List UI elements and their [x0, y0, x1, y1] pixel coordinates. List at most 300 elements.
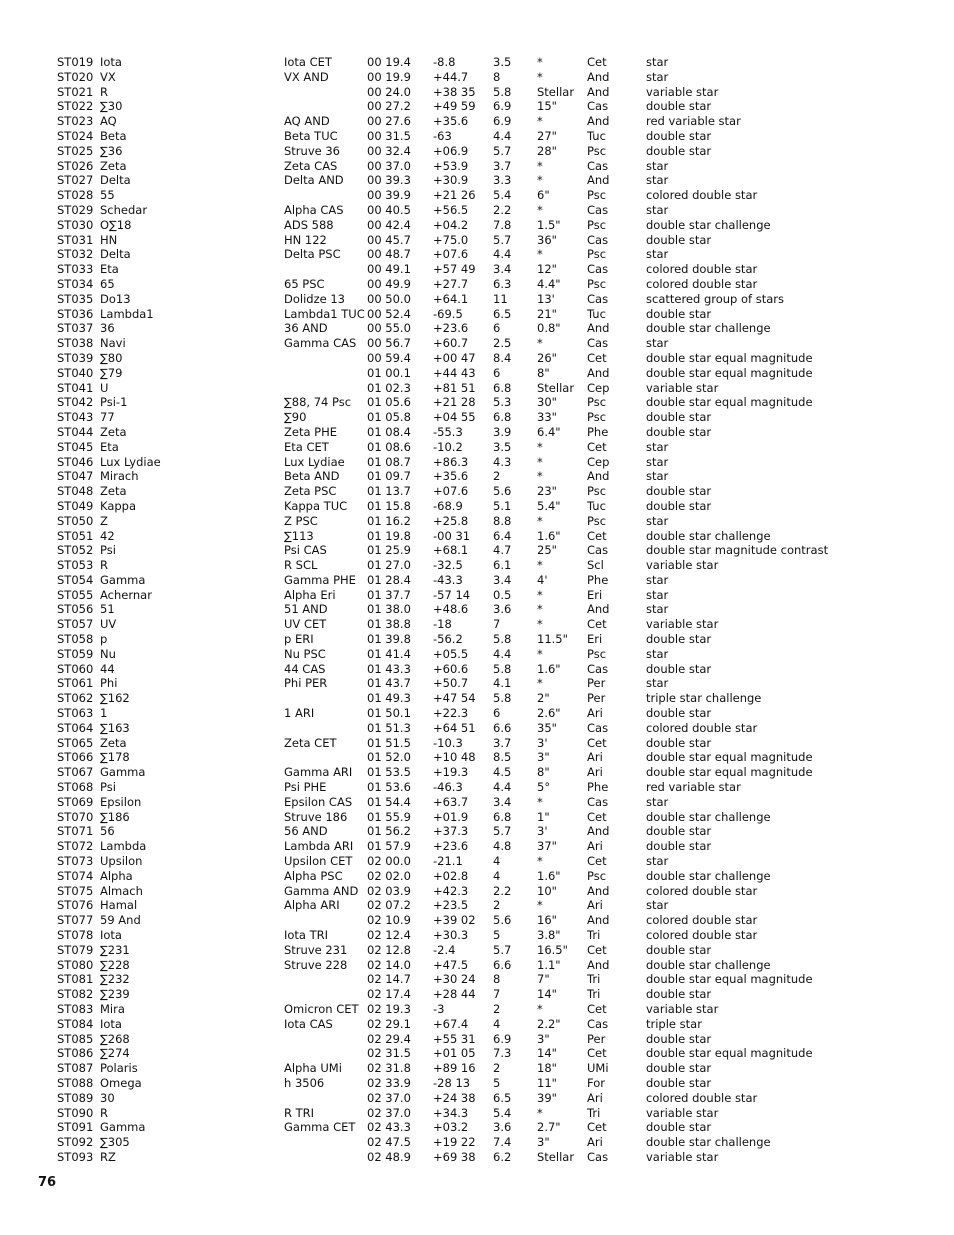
catalog-id-cell: ST020 [57, 69, 94, 84]
object-type-cell: star [646, 602, 669, 617]
catalog-id-cell: ST074 [57, 868, 94, 883]
separation-cell: 33" [537, 410, 557, 425]
magnitude-cell: 5.7 [493, 942, 512, 957]
object-type-cell: colored double star [646, 276, 758, 291]
catalog-id-cell: ST047 [57, 469, 94, 484]
magnitude-cell: 11 [493, 291, 508, 306]
declination-cell: -21.1 [433, 854, 463, 869]
catalog-id-cell: ST059 [57, 646, 94, 661]
right-ascension-cell: 01 13.7 [367, 484, 411, 499]
catalog-id-cell: ST062 [57, 691, 94, 706]
magnitude-cell: 8 [493, 972, 501, 987]
right-ascension-cell: 02 07.2 [367, 898, 411, 913]
object-type-cell: variable star [646, 84, 719, 99]
declination-cell: +63.7 [433, 794, 469, 809]
declination-cell: +42.3 [433, 883, 469, 898]
object-type-cell: double star [646, 987, 712, 1002]
declination-cell: +68.1 [433, 543, 469, 558]
common-name-cell: R [100, 558, 108, 573]
object-type-cell: star [646, 173, 669, 188]
magnitude-cell: 2 [493, 898, 501, 913]
right-ascension-cell: 02 31.5 [367, 1046, 411, 1061]
constellation-cell: Psc [587, 395, 607, 410]
separation-cell: 3" [537, 750, 550, 765]
right-ascension-cell: 00 27.6 [367, 114, 411, 129]
separation-cell: 16.5" [537, 942, 568, 957]
magnitude-cell: 6.9 [493, 99, 512, 114]
right-ascension-cell: 02 37.0 [367, 1090, 411, 1105]
designation-cell: Delta PSC [284, 247, 341, 262]
constellation-cell: For [587, 1075, 605, 1090]
object-type-cell: double star equal magnitude [646, 750, 813, 765]
magnitude-cell: 8 [493, 69, 501, 84]
separation-cell: * [537, 1105, 543, 1120]
constellation-cell: Cet [587, 809, 607, 824]
constellation-cell: Ari [587, 750, 603, 765]
right-ascension-cell: 01 09.7 [367, 469, 411, 484]
declination-cell: -56.2 [433, 632, 463, 647]
object-type-cell: colored double star [646, 262, 758, 277]
declination-cell: +67.4 [433, 1016, 469, 1031]
declination-cell: +02.8 [433, 868, 469, 883]
catalog-id-cell: ST083 [57, 1002, 94, 1016]
common-name-cell: Gamma [100, 765, 146, 780]
object-type-cell: double star equal magnitude [646, 395, 813, 410]
separation-cell: 8" [537, 365, 550, 380]
declination-cell: +28 44 [433, 987, 476, 1002]
catalog-id-cell: ST053 [57, 558, 94, 573]
catalog-id-cell: ST085 [57, 1031, 94, 1046]
object-type-cell: double star challenge [646, 217, 771, 232]
magnitude-cell: 4.3 [493, 454, 512, 469]
declination-cell: -46.3 [433, 780, 463, 795]
separation-cell: 6.4" [537, 424, 561, 439]
declination-cell: +89 16 [433, 1061, 476, 1076]
constellation-cell: Psc [587, 247, 607, 262]
catalog-id-cell: ST033 [57, 262, 94, 277]
magnitude-cell: 6.9 [493, 114, 512, 129]
object-type-cell: double star [646, 1061, 712, 1076]
object-type-cell: star [646, 854, 669, 869]
catalog-id-cell: ST078 [57, 928, 94, 943]
constellation-cell: Cet [587, 528, 607, 543]
constellation-cell: Cas [587, 1016, 609, 1031]
common-name-cell: ∑305 [100, 1135, 130, 1150]
magnitude-cell: 6.3 [493, 276, 512, 291]
common-name-cell: 77 [100, 410, 115, 425]
constellation-cell: And [587, 173, 610, 188]
separation-cell: * [537, 439, 543, 454]
separation-cell: * [537, 114, 543, 129]
separation-cell: 28" [537, 143, 557, 158]
object-type-cell: scattered group of stars [646, 291, 785, 306]
declination-cell: +39 02 [433, 913, 476, 928]
separation-cell: * [537, 247, 543, 262]
common-name-cell: Polaris [100, 1061, 138, 1076]
declination-cell: +06.9 [433, 143, 469, 158]
catalog-id-cell: ST051 [57, 528, 94, 543]
constellation-cell: Ari [587, 1135, 603, 1150]
constellation-cell: Cet [587, 1046, 607, 1061]
declination-cell: +04 55 [433, 410, 476, 425]
separation-cell: 2.2" [537, 1016, 561, 1031]
catalog-id-cell: ST077 [57, 913, 94, 928]
object-type-cell: star [646, 247, 669, 262]
separation-cell: 3" [537, 1135, 550, 1150]
separation-cell: * [537, 454, 543, 469]
object-type-cell: star [646, 336, 669, 351]
common-name-cell: Beta [100, 128, 127, 143]
object-type-cell: double star challenge [646, 957, 771, 972]
catalog-id-cell: ST034 [57, 276, 94, 291]
designation-cell: Gamma CAS [284, 336, 357, 351]
magnitude-cell: 4.4 [493, 128, 512, 143]
object-type-cell: double star equal magnitude [646, 350, 813, 365]
constellation-cell: Eri [587, 632, 603, 647]
separation-cell: 1.1" [537, 957, 561, 972]
constellation-cell: Per [587, 676, 606, 691]
object-type-cell: red variable star [646, 114, 741, 129]
constellation-cell: And [587, 957, 610, 972]
designation-cell: Iota CET [284, 55, 332, 69]
constellation-cell: And [587, 602, 610, 617]
declination-cell: +81 51 [433, 380, 476, 395]
separation-cell: * [537, 513, 543, 528]
constellation-cell: Tuc [587, 128, 606, 143]
separation-cell: 2.7" [537, 1120, 561, 1135]
designation-cell: Alpha UMi [284, 1061, 342, 1076]
right-ascension-cell: 00 42.4 [367, 217, 411, 232]
common-name-cell: R [100, 1105, 108, 1120]
right-ascension-cell: 01 27.0 [367, 558, 411, 573]
catalog-id-cell: ST081 [57, 972, 94, 987]
right-ascension-cell: 01 41.4 [367, 646, 411, 661]
magnitude-cell: 5.7 [493, 824, 512, 839]
separation-cell: 39" [537, 1090, 557, 1105]
object-type-cell: double star [646, 484, 712, 499]
right-ascension-cell: 02 43.3 [367, 1120, 411, 1135]
constellation-cell: Tri [587, 972, 601, 987]
declination-cell: +27.7 [433, 276, 469, 291]
object-type-cell: double star equal magnitude [646, 365, 813, 380]
object-type-cell: star [646, 898, 669, 913]
common-name-cell: 1 [100, 706, 108, 721]
object-type-cell: double star [646, 661, 712, 676]
designation-cell: Psi CAS [284, 543, 327, 558]
constellation-cell: Cas [587, 291, 609, 306]
designation-cell: Lux Lydiae [284, 454, 345, 469]
right-ascension-cell: 02 10.9 [367, 913, 411, 928]
constellation-cell: Cas [587, 1149, 609, 1164]
right-ascension-cell: 00 39.3 [367, 173, 411, 188]
right-ascension-cell: 01 53.5 [367, 765, 411, 780]
magnitude-cell: 5.6 [493, 913, 512, 928]
magnitude-cell: 0.5 [493, 587, 512, 602]
constellation-cell: And [587, 84, 610, 99]
catalog-id-cell: ST023 [57, 114, 94, 129]
right-ascension-cell: 01 08.4 [367, 424, 411, 439]
magnitude-cell: 6.1 [493, 558, 512, 573]
separation-cell: 25" [537, 543, 557, 558]
declination-cell: +24 38 [433, 1090, 476, 1105]
object-type-cell: colored double star [646, 720, 758, 735]
right-ascension-cell: 01 08.7 [367, 454, 411, 469]
right-ascension-cell: 02 14.7 [367, 972, 411, 987]
constellation-cell: Psc [587, 217, 607, 232]
common-name-cell: Lambda1 [100, 306, 154, 321]
common-name-cell: Zeta [100, 158, 127, 173]
designation-cell: ∑90 [284, 410, 307, 425]
common-name-cell: Psi [100, 543, 116, 558]
right-ascension-cell: 01 15.8 [367, 498, 411, 513]
constellation-cell: Cep [587, 454, 610, 469]
constellation-cell: Eri [587, 587, 603, 602]
common-name-cell: Lambda [100, 839, 147, 854]
designation-cell: Epsilon CAS [284, 794, 353, 809]
magnitude-cell: 5.7 [493, 232, 512, 247]
catalog-id-cell: ST042 [57, 395, 94, 410]
catalog-id-cell: ST049 [57, 498, 94, 513]
designation-cell: p ERI [284, 632, 314, 647]
constellation-cell: Cas [587, 661, 609, 676]
constellation-cell: Cet [587, 439, 607, 454]
magnitude-cell: 7 [493, 617, 501, 632]
constellation-cell: Scl [587, 558, 604, 573]
object-type-cell: colored double star [646, 913, 758, 928]
common-name-cell: UV [100, 617, 117, 632]
designation-cell: Zeta CET [284, 735, 337, 750]
magnitude-cell: 6.6 [493, 720, 512, 735]
object-type-cell: star [646, 202, 669, 217]
designation-cell: Struve 186 [284, 809, 348, 824]
magnitude-cell: 8.4 [493, 350, 512, 365]
catalog-id-cell: ST046 [57, 454, 94, 469]
catalog-id-cell: ST035 [57, 291, 94, 306]
separation-cell: 1.6" [537, 661, 561, 676]
magnitude-cell: 4.4 [493, 247, 512, 262]
common-name-cell: Schedar [100, 202, 148, 217]
magnitude-cell: 7.4 [493, 1135, 512, 1150]
magnitude-cell: 2.2 [493, 883, 512, 898]
right-ascension-cell: 01 50.1 [367, 706, 411, 721]
separation-cell: 27" [537, 128, 557, 143]
object-type-cell: double star challenge [646, 528, 771, 543]
right-ascension-cell: 01 05.6 [367, 395, 411, 410]
designation-cell: Struve 36 [284, 143, 340, 158]
magnitude-cell: 4.4 [493, 646, 512, 661]
object-type-cell: star [646, 587, 669, 602]
catalog-id-cell: ST029 [57, 202, 94, 217]
designation-cell: Dolidze 13 [284, 291, 345, 306]
right-ascension-cell: 02 02.0 [367, 868, 411, 883]
separation-cell: 3" [537, 1031, 550, 1046]
separation-cell: 13' [537, 291, 555, 306]
constellation-cell: Cas [587, 202, 609, 217]
right-ascension-cell: 00 32.4 [367, 143, 411, 158]
constellation-cell: Cet [587, 617, 607, 632]
common-name-cell: Zeta [100, 735, 127, 750]
designation-cell: Struve 228 [284, 957, 348, 972]
object-type-cell: triple star [646, 1016, 702, 1031]
right-ascension-cell: 00 59.4 [367, 350, 411, 365]
catalog-id-cell: ST060 [57, 661, 94, 676]
constellation-cell: Psc [587, 276, 607, 291]
magnitude-cell: 2 [493, 1061, 501, 1076]
separation-cell: * [537, 173, 543, 188]
object-type-cell: double star [646, 632, 712, 647]
catalog-id-cell: ST043 [57, 410, 94, 425]
common-name-cell: Lux Lydiae [100, 454, 161, 469]
constellation-cell: Cas [587, 336, 609, 351]
constellation-cell: Cas [587, 543, 609, 558]
common-name-cell: Gamma [100, 1120, 146, 1135]
magnitude-cell: 7 [493, 987, 501, 1002]
designation-cell: Beta AND [284, 469, 340, 484]
separation-cell: * [537, 587, 543, 602]
magnitude-cell: 4.5 [493, 765, 512, 780]
right-ascension-cell: 00 45.7 [367, 232, 411, 247]
common-name-cell: Iota [100, 928, 122, 943]
constellation-cell: And [587, 321, 610, 336]
declination-cell: +37.3 [433, 824, 469, 839]
constellation-cell: Tri [587, 987, 601, 1002]
common-name-cell: Hamal [100, 898, 138, 913]
common-name-cell: VX [100, 69, 116, 84]
common-name-cell: Epsilon [100, 794, 142, 809]
right-ascension-cell: 01 38.8 [367, 617, 411, 632]
common-name-cell: Mira [100, 1002, 125, 1016]
constellation-cell: Ari [587, 898, 603, 913]
catalog-id-cell: ST050 [57, 513, 94, 528]
declination-cell: +23.5 [433, 898, 469, 913]
designation-cell: Z PSC [284, 513, 318, 528]
magnitude-cell: 6.6 [493, 957, 512, 972]
magnitude-cell: 3.4 [493, 572, 512, 587]
right-ascension-cell: 01 55.9 [367, 809, 411, 824]
declination-cell: +44.7 [433, 69, 469, 84]
declination-cell: +49 59 [433, 99, 476, 114]
declination-cell: +03.2 [433, 1120, 469, 1135]
object-type-cell: variable star [646, 1105, 719, 1120]
common-name-cell: Zeta [100, 484, 127, 499]
catalog-id-cell: ST052 [57, 543, 94, 558]
catalog-id-cell: ST080 [57, 957, 94, 972]
catalog-id-cell: ST055 [57, 587, 94, 602]
right-ascension-cell: 02 48.9 [367, 1149, 411, 1164]
common-name-cell: HN [100, 232, 118, 247]
designation-cell: UV CET [284, 617, 327, 632]
right-ascension-cell: 01 00.1 [367, 365, 411, 380]
designation-cell: VX AND [284, 69, 329, 84]
declination-cell: +21 28 [433, 395, 476, 410]
object-type-cell: double star [646, 1075, 712, 1090]
declination-cell: +07.6 [433, 247, 469, 262]
magnitude-cell: 4.4 [493, 780, 512, 795]
separation-cell: 26" [537, 350, 557, 365]
catalog-id-cell: ST073 [57, 854, 94, 869]
object-type-cell: double star [646, 498, 712, 513]
catalog-id-cell: ST058 [57, 632, 94, 647]
magnitude-cell: 4.1 [493, 676, 512, 691]
magnitude-cell: 3.5 [493, 55, 512, 69]
declination-cell: +05.5 [433, 646, 469, 661]
declination-cell: -28 13 [433, 1075, 471, 1090]
catalog-id-cell: ST040 [57, 365, 94, 380]
right-ascension-cell: 01 56.2 [367, 824, 411, 839]
designation-cell: Delta AND [284, 173, 344, 188]
common-name-cell: Eta [100, 262, 119, 277]
separation-cell: 35" [537, 720, 557, 735]
magnitude-cell: 5.8 [493, 661, 512, 676]
separation-cell: Stellar [537, 380, 575, 395]
constellation-cell: Psc [587, 868, 607, 883]
right-ascension-cell: 00 27.2 [367, 99, 411, 114]
magnitude-cell: 8.5 [493, 750, 512, 765]
object-type-cell: double star [646, 824, 712, 839]
magnitude-cell: 5.1 [493, 498, 512, 513]
right-ascension-cell: 02 12.8 [367, 942, 411, 957]
magnitude-cell: 5.3 [493, 395, 512, 410]
designation-cell: Lambda ARI [284, 839, 354, 854]
separation-cell: * [537, 158, 543, 173]
magnitude-cell: 2.5 [493, 336, 512, 351]
designation-cell: Omicron CET [284, 1002, 359, 1016]
right-ascension-cell: 02 12.4 [367, 928, 411, 943]
separation-cell: 1" [537, 809, 550, 824]
declination-cell: +07.6 [433, 484, 469, 499]
object-type-cell: double star [646, 706, 712, 721]
right-ascension-cell: 00 37.0 [367, 158, 411, 173]
constellation-cell: Cas [587, 232, 609, 247]
catalog-id-cell: ST054 [57, 572, 94, 587]
designation-cell: ADS 588 [284, 217, 334, 232]
common-name-cell: p [100, 632, 108, 647]
catalog-id-cell: ST063 [57, 706, 94, 721]
constellation-cell: Per [587, 1031, 606, 1046]
separation-cell: 3' [537, 735, 548, 750]
declination-cell: +00 47 [433, 350, 476, 365]
designation-cell: Gamma ARI [284, 765, 353, 780]
common-name-cell: ∑268 [100, 1031, 130, 1046]
separation-cell: * [537, 336, 543, 351]
constellation-cell: Cas [587, 720, 609, 735]
right-ascension-cell: 01 19.8 [367, 528, 411, 543]
declination-cell: +47.5 [433, 957, 469, 972]
declination-cell: -55.3 [433, 424, 463, 439]
common-name-cell: ∑162 [100, 691, 130, 706]
right-ascension-cell: 02 00.0 [367, 854, 411, 869]
constellation-cell: And [587, 913, 610, 928]
separation-cell: 36" [537, 232, 557, 247]
common-name-cell: Almach [100, 883, 143, 898]
designation-cell: Alpha Eri [284, 587, 336, 602]
constellation-cell: And [587, 69, 610, 84]
object-type-cell: colored double star [646, 883, 758, 898]
magnitude-cell: 7.3 [493, 1046, 512, 1061]
constellation-cell: Phe [587, 572, 609, 587]
declination-cell: +60.6 [433, 661, 469, 676]
constellation-cell: Cas [587, 262, 609, 277]
catalog-id-cell: ST067 [57, 765, 94, 780]
separation-cell: 5.4" [537, 498, 561, 513]
right-ascension-cell: 01 57.9 [367, 839, 411, 854]
catalog-id-cell: ST070 [57, 809, 94, 824]
right-ascension-cell: 01 43.3 [367, 661, 411, 676]
declination-cell: +34.3 [433, 1105, 469, 1120]
common-name-cell: ∑232 [100, 972, 130, 987]
separation-cell: 4' [537, 572, 548, 587]
declination-cell: +30.3 [433, 928, 469, 943]
